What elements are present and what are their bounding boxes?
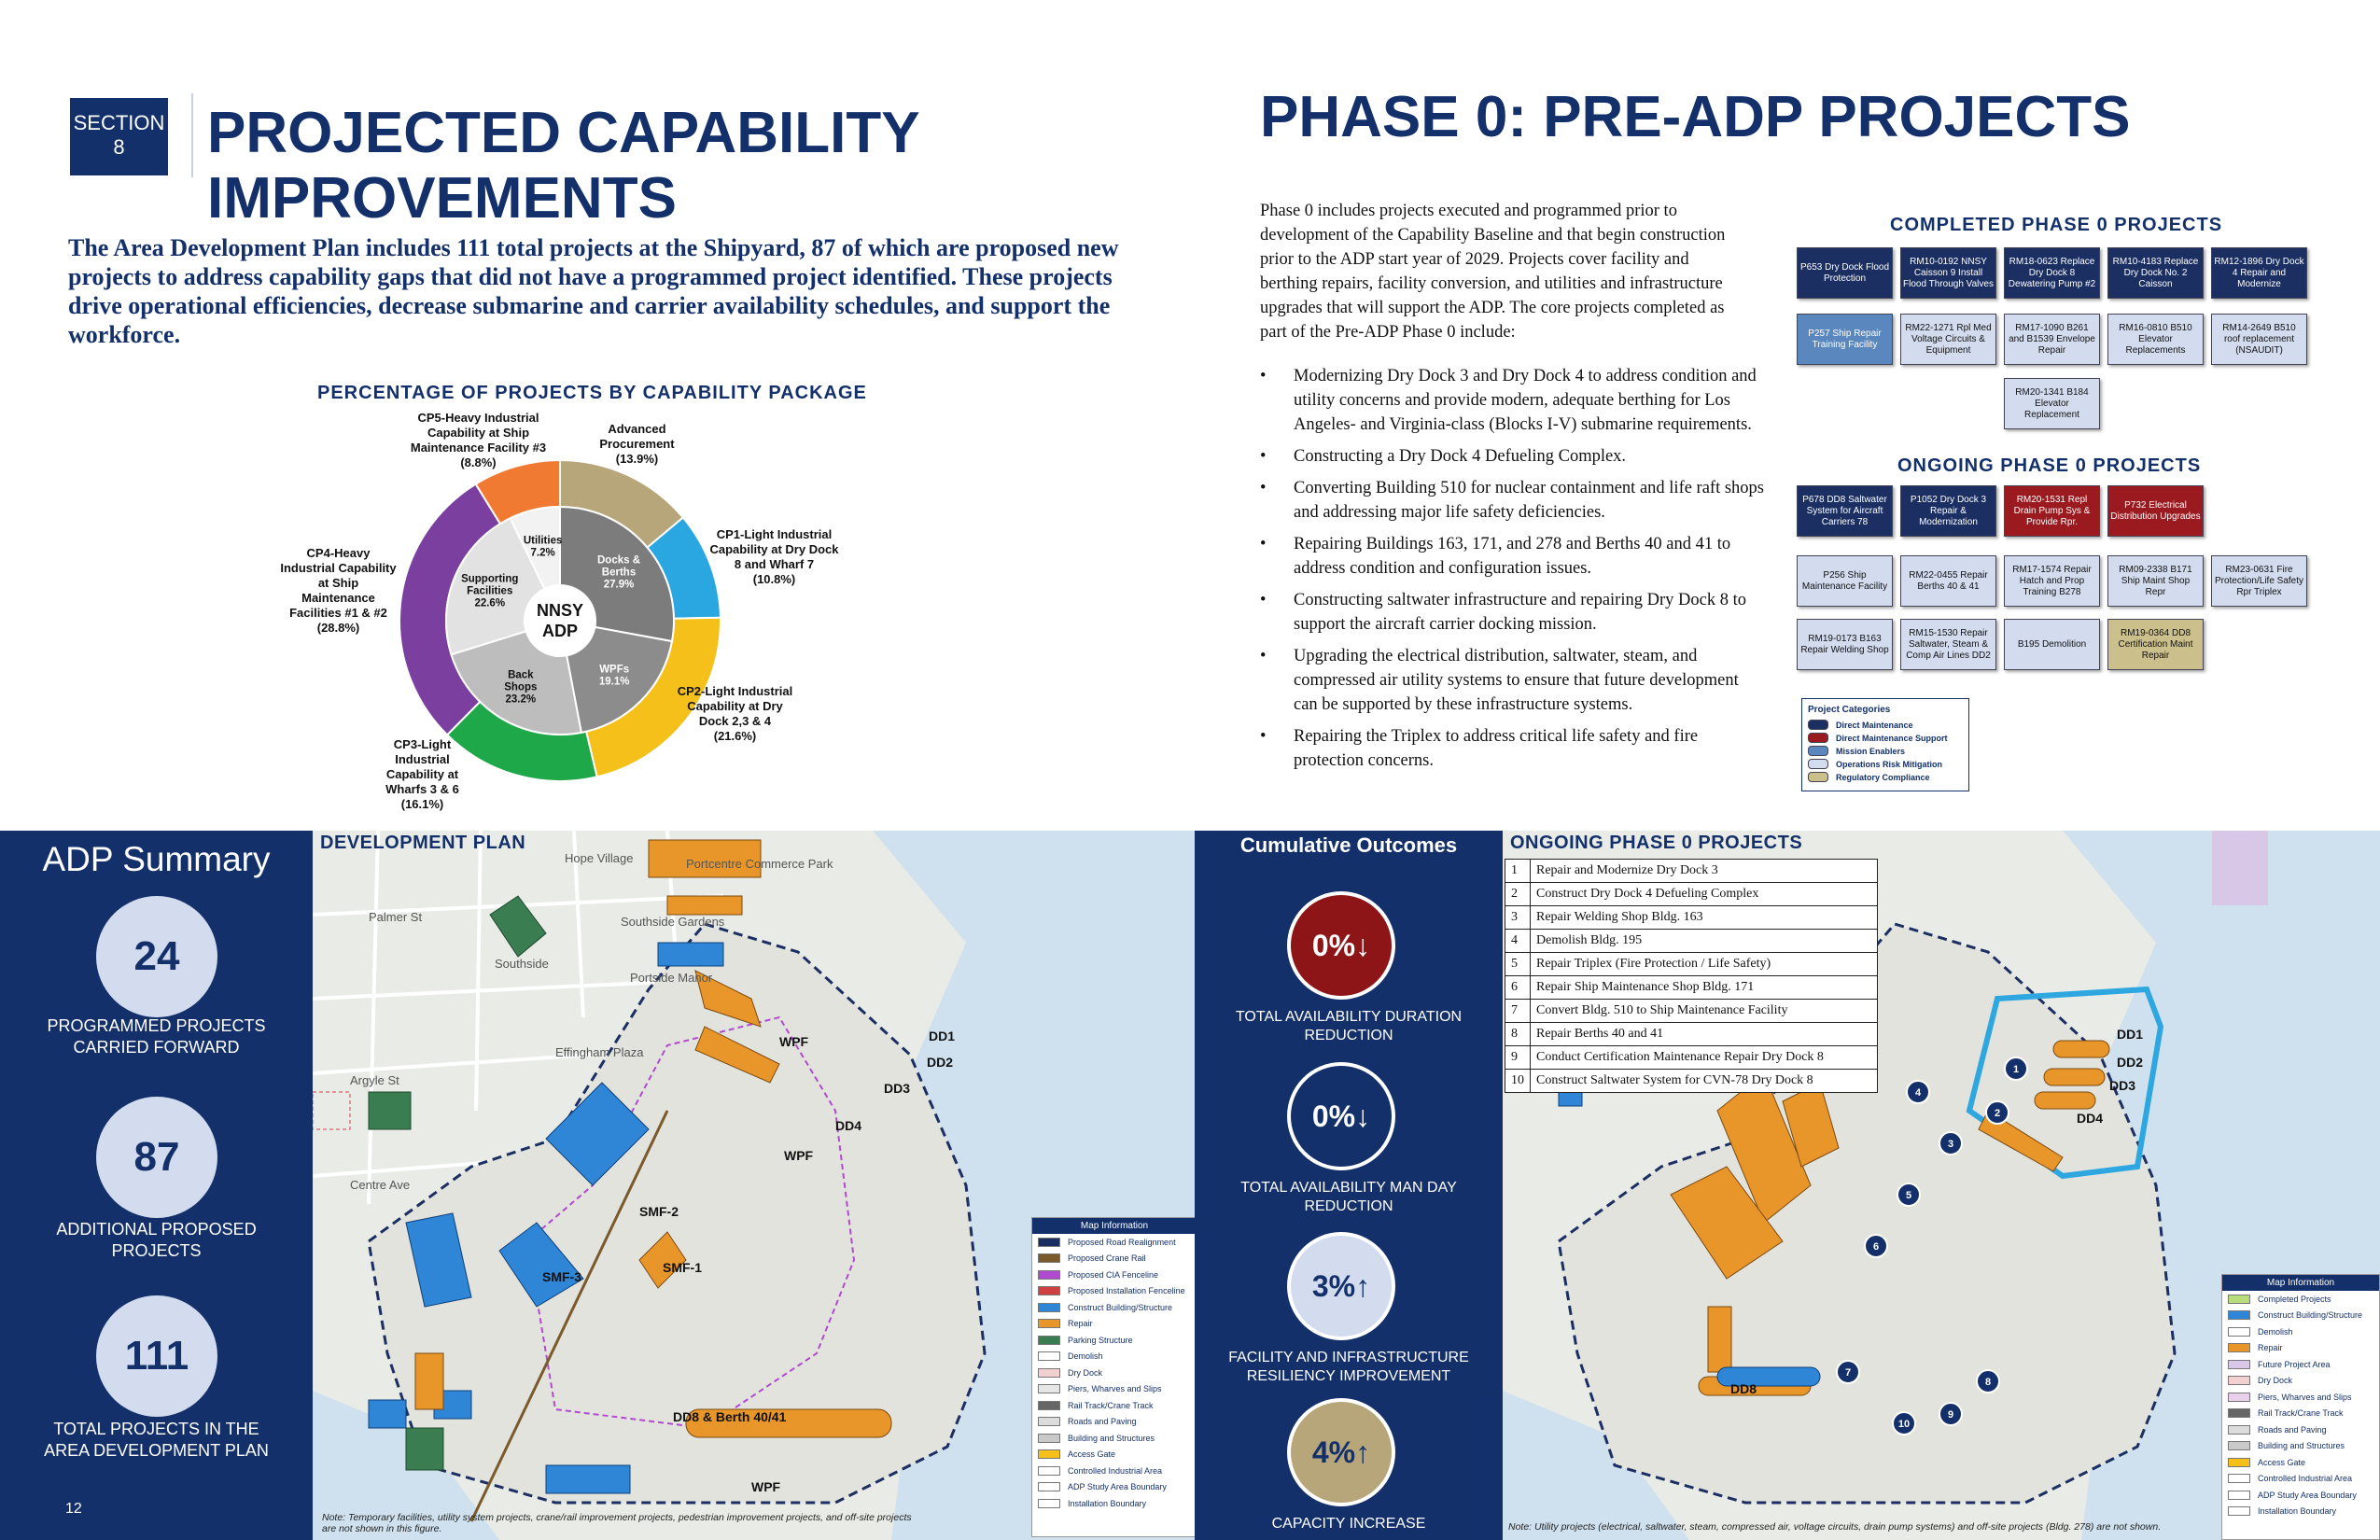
map-legend-item <box>1032 1397 1195 1414</box>
stat-circle: 111 <box>96 1295 217 1417</box>
ongoing-map-title: ONGOING PHASE 0 PROJECTS <box>1510 833 1803 853</box>
chart-title: PERCENTAGE OF PROJECTS BY CAPABILITY PACKAGE <box>317 383 867 403</box>
project-box: RM20-1341 B184 Elevator Replacement <box>2004 378 2100 429</box>
stat-label-line: ADDITIONAL PROPOSED <box>56 1220 257 1239</box>
center-label-2: ADP <box>541 622 579 640</box>
table-cell-number: 8 <box>1505 1023 1531 1046</box>
inner-slice-label: Utilities <box>523 535 563 547</box>
label-cp2-pct: (21.6%) <box>713 729 757 743</box>
map-legend-swatch <box>1038 1449 1060 1459</box>
map-legend-label: Roads and Paving <box>2258 1424 2327 1435</box>
map-legend-swatch <box>1038 1401 1060 1410</box>
label-cp3-pct: (16.1%) <box>400 797 444 811</box>
map-legend-swatch <box>1038 1434 1060 1443</box>
map-legend-item <box>2222 1291 2379 1308</box>
inner-slice-label: 22.6% <box>474 597 506 609</box>
table-row <box>1505 883 1878 906</box>
inner-slice-label: Facilities <box>467 585 513 597</box>
map-legend-label: Completed Projects <box>2258 1294 2331 1304</box>
map-legend-item <box>1032 1463 1195 1479</box>
map-legend-label: Building and Structures <box>2258 1441 2345 1451</box>
project-marker-number: 9 <box>1947 1409 1954 1421</box>
inner-slice-label: Shops <box>504 681 538 693</box>
table-cell-project: Construct Saltwater System for CVN-78 Dry Dock 8 <box>1531 1070 1878 1093</box>
legend-label: Mission Enablers <box>1836 746 1906 756</box>
dev-plan-legend-list <box>1032 1234 1195 1512</box>
intro-paragraph: The Area Development Plan includes 111 total projects at the Shipyard, 87 of which are proposed new projects to address capability gaps that did not have a programmed project identified. These projects drive operational efficiencies, decrease submarine and carrier availability schedules, and support the workforce. <box>68 234 1119 348</box>
map-legend-item <box>2222 1308 2379 1324</box>
map-label: Centre Ave <box>350 1178 411 1192</box>
map-legend-item <box>1032 1414 1195 1431</box>
map-legend-label: Demolish <box>1068 1351 1103 1362</box>
map-label: SMF-1 <box>663 1260 702 1275</box>
map-legend-item <box>2222 1421 2379 1438</box>
map-legend-label: Proposed Crane Rail <box>1068 1253 1146 1264</box>
map-legend-swatch <box>1038 1270 1060 1280</box>
table-cell-project: Repair Triplex (Fire Protection / Life Safety) <box>1531 953 1878 976</box>
map-label: SMF-3 <box>542 1269 581 1284</box>
table-cell-project: Demolish Bldg. 195 <box>1531 930 1878 953</box>
project-box: RM10-0192 NNSY Caisson 9 Install Flood Through Valves <box>1900 247 1996 299</box>
table-cell-project: Repair Berths 40 and 41 <box>1531 1023 1878 1046</box>
development-plan-map[interactable] <box>313 831 1195 1540</box>
project-marker-number: 1 <box>2012 1064 2020 1075</box>
outcome-circle: 4%↑ <box>1287 1398 1395 1506</box>
stat-label <box>0 1219 313 1262</box>
stat-label-line: CARRIED FORWARD <box>73 1038 240 1057</box>
table-row <box>1505 976 1878 1000</box>
legend-label: Direct Maintenance <box>1836 720 1913 730</box>
table-row <box>1505 930 1878 953</box>
map-label: Effingham Plaza <box>555 1045 644 1059</box>
map-legend-swatch <box>1038 1482 1060 1491</box>
map-legend-label: Piers, Wharves and Slips <box>1068 1384 1162 1394</box>
label-advanced <box>579 422 695 467</box>
map-label: Southside <box>495 957 549 971</box>
label-cp3 <box>369 737 476 812</box>
map-legend-swatch <box>1038 1286 1060 1295</box>
map-legend-swatch <box>1038 1499 1060 1508</box>
table-cell-project: Construct Dry Dock 4 Defueling Complex <box>1531 883 1878 906</box>
table-row <box>1505 906 1878 930</box>
inner-slice-label: 27.9% <box>603 579 635 591</box>
dev-plan-legend-title: Map Information <box>1032 1218 1195 1234</box>
project-box: RM22-1271 Rpl Med Voltage Circuits & Equipment <box>1900 314 1996 365</box>
table-cell-project: Repair Ship Maintenance Shop Bldg. 171 <box>1531 976 1878 1000</box>
inner-slice-label: Back <box>508 669 534 681</box>
title-line-2: IMPROVEMENTS <box>207 166 677 231</box>
legend-swatch <box>1808 759 1828 769</box>
ongoing-map-legend <box>2221 1274 2380 1540</box>
table-row <box>1505 1000 1878 1023</box>
map-legend-swatch <box>2228 1360 2250 1369</box>
phase0-title: PHASE 0: PRE-ADP PROJECTS <box>1260 85 2131 149</box>
map-legend-item <box>2222 1389 2379 1406</box>
map-label: Argyle St <box>350 1073 399 1087</box>
map-label: DD1 <box>2117 1027 2144 1042</box>
project-marker-number: 4 <box>1914 1087 1922 1099</box>
project-box: P678 DD8 Saltwater System for Aircraft Carriers 78 <box>1797 485 1893 537</box>
label-cp2-name: CP2-Light Industrial Capability at Dry Dock 2,3 & 4 <box>677 684 793 728</box>
stat-label-line: PROGRAMMED PROJECTS <box>47 1016 266 1035</box>
map-legend-label: Building and Structures <box>1068 1433 1155 1443</box>
stat-label-line: TOTAL PROJECTS IN THE <box>53 1420 259 1438</box>
project-marker-number: 8 <box>1984 1377 1992 1388</box>
project-box: P1052 Dry Dock 3 Repair & Modernization <box>1900 485 1996 537</box>
map-legend-swatch <box>1038 1368 1060 1378</box>
map-legend-swatch <box>1038 1384 1060 1393</box>
map-legend-label: Proposed Road Realignment <box>1068 1237 1176 1247</box>
label-advanced-pct: (13.9%) <box>615 452 659 466</box>
table-row <box>1505 1046 1878 1070</box>
map-label: Southside Gardens <box>621 915 725 929</box>
project-marker-number: 6 <box>1872 1241 1880 1253</box>
map-label: WPF <box>784 1148 814 1163</box>
legend-item <box>1808 759 1963 769</box>
map-legend-swatch <box>2228 1458 2250 1467</box>
bullet-item: • Repairing Buildings 163, 171, and 278 and Berths 40 and 41 to address condition and configuration issues. <box>1260 532 1764 581</box>
project-box: RM20-1531 Repl Drain Pump Sys & Provide Rpr. <box>2004 485 2100 537</box>
project-box: RM14-2649 B510 roof replacement (NSAUDIT) <box>2211 314 2307 365</box>
inner-slice-label: 7.2% <box>530 547 555 559</box>
title-divider <box>191 93 193 177</box>
legend-item <box>1808 746 1963 756</box>
label-cp3-name: CP3-Light Industrial Capability at Wharfs 3 & 6 <box>385 737 459 796</box>
map-legend-item <box>1032 1479 1195 1496</box>
map-label: DD4 <box>2077 1111 2104 1126</box>
summary-title: ADP Summary <box>42 840 271 878</box>
map-legend-label: Installation Boundary <box>2258 1506 2337 1517</box>
outcome-label-line: REDUCTION <box>1304 1198 1393 1214</box>
map-legend-item <box>1032 1365 1195 1381</box>
table-row <box>1505 1070 1878 1093</box>
dev-plan-title: DEVELOPMENT PLAN <box>320 833 526 853</box>
section-number: 8 <box>113 135 125 159</box>
project-marker-number: 5 <box>1905 1190 1912 1201</box>
table-cell-number: 2 <box>1505 883 1531 906</box>
map-legend-item <box>2222 1323 2379 1340</box>
map-legend-item <box>1032 1447 1195 1463</box>
stat-label <box>0 1015 313 1058</box>
legend-list <box>1808 720 1963 782</box>
dev-plan-note: Note: Temporary facilities, utility system projects, crane/rail improvement projects, pedestrian improvement projects, and off-site projects are not shown in this figure. <box>322 1512 912 1534</box>
map-legend-swatch <box>2228 1343 2250 1352</box>
bullet-item: • Upgrading the electrical distribution, saltwater, steam, and compressed air utility systems to ensure that future development can be supported by these infrastructure systems. <box>1260 644 1764 717</box>
map-legend-label: Installation Boundary <box>1068 1498 1147 1508</box>
table-cell-number: 9 <box>1505 1046 1531 1070</box>
map-label: DD4 <box>835 1118 862 1133</box>
label-cp1-pct: (10.8%) <box>752 572 796 586</box>
project-box: RM15-1530 Repair Saltwater, Steam & Comp Air Lines DD2 <box>1900 619 1996 670</box>
map-legend-item <box>1032 1283 1195 1300</box>
table-row <box>1505 953 1878 976</box>
table-cell-number: 7 <box>1505 1000 1531 1023</box>
center-label-1: NNSY <box>536 601 584 620</box>
map-legend-label: Dry Dock <box>1068 1367 1103 1378</box>
map-legend-item <box>2222 1340 2379 1357</box>
phase0-paragraph: Phase 0 includes projects executed and programmed prior to development of the Capability Baseline and that begin construction prior to the ADP start year of 2029. Projects cover facility and berthing repairs, facility conversion, and utilities and infrastructure upgrades that will support the ADP. The core projects completed as part of the Pre-ADP Phase 0 include: <box>1260 202 1726 342</box>
project-box: P256 Ship Maintenance Facility <box>1797 555 1893 607</box>
outcome-label-line: FACILITY AND INFRASTRUCTURE <box>1228 1350 1469 1365</box>
completed-heading: COMPLETED PHASE 0 PROJECTS <box>1890 215 2223 235</box>
label-cp5-name: CP5-Heavy Industrial Capability at Ship Maintenance Facility #3 <box>410 411 547 455</box>
map-legend-swatch <box>2228 1393 2250 1402</box>
page-number: 12 <box>65 1501 82 1517</box>
chart-center <box>525 585 595 656</box>
bullet-item: • Constructing a Dry Dock 4 Defueling Complex. <box>1260 444 1764 469</box>
map-legend-swatch <box>2228 1408 2250 1418</box>
table-cell-number: 3 <box>1505 906 1531 930</box>
project-categories-legend <box>1801 698 1969 791</box>
map-legend-label: Access Gate <box>1068 1449 1116 1460</box>
ongoing-projects-map[interactable] <box>1503 831 2380 1540</box>
table-row <box>1505 860 1878 883</box>
table-row <box>1505 1023 1878 1046</box>
map-legend-item <box>2222 1504 2379 1520</box>
legend-title: Project Categories <box>1808 705 1891 715</box>
legend-item <box>1808 720 1963 730</box>
map-legend-label: Rail Track/Crane Track <box>2258 1408 2344 1419</box>
table-cell-number: 1 <box>1505 860 1531 883</box>
project-marker-number: 7 <box>1844 1367 1852 1379</box>
stat-label <box>0 1419 313 1462</box>
inner-slice-label: Supporting <box>461 573 519 585</box>
project-box: P257 Ship Repair Training Facility <box>1797 314 1893 365</box>
label-cp4-pct: (28.8%) <box>316 621 360 635</box>
bullet-item: • Repairing the Triplex to address critical life safety and fire protection concerns. <box>1260 724 1764 773</box>
map-label: Portcentre Commerce Park <box>686 857 833 871</box>
map-legend-label: ADP Study Area Boundary <box>2258 1490 2357 1500</box>
map-legend-label: Repair <box>2258 1343 2283 1353</box>
map-legend-label: Proposed CIA Fenceline <box>1068 1269 1159 1280</box>
legend-item <box>1808 772 1963 782</box>
map-legend-item <box>1032 1299 1195 1316</box>
inner-slice-label: Berths <box>601 567 637 579</box>
outcome-label-line: CAPACITY INCREASE <box>1271 1516 1426 1532</box>
map-label: WPF <box>779 1034 809 1049</box>
map-legend-swatch <box>1038 1417 1060 1426</box>
map-label: Portside Manor <box>630 971 713 985</box>
project-box: RM16-0810 B510 Elevator Replacements <box>2107 314 2204 365</box>
map-legend-swatch <box>1038 1466 1060 1476</box>
project-box: RM19-0173 B163 Repair Welding Shop <box>1797 619 1893 670</box>
map-legend-item <box>1032 1349 1195 1365</box>
label-cp2 <box>672 684 798 744</box>
project-box: P732 Electrical Distribution Upgrades <box>2107 485 2204 537</box>
map-legend-swatch <box>2228 1425 2250 1435</box>
map-legend-item <box>1032 1267 1195 1283</box>
label-cp1-name: CP1-Light Industrial Capability at Dry Dock 8 and Wharf 7 <box>709 527 839 571</box>
legend-swatch <box>1808 733 1828 743</box>
project-marker-number: 10 <box>1897 1419 1911 1430</box>
map-legend-swatch <box>1038 1238 1060 1247</box>
label-cp4-name: CP4-Heavy Industrial Capability at Ship Maintenance Facilities #1 & #2 <box>280 546 397 620</box>
table-cell-project: Repair and Modernize Dry Dock 3 <box>1531 860 1878 883</box>
outcome-circle: 3%↑ <box>1287 1232 1395 1340</box>
map-legend-item <box>2222 1406 2379 1422</box>
map-label: SMF-2 <box>639 1204 679 1219</box>
ongoing-heading: ONGOING PHASE 0 PROJECTS <box>1897 455 2202 476</box>
map-legend-item <box>2222 1471 2379 1488</box>
outcomes-title: Cumulative Outcomes <box>1239 833 1458 857</box>
map-legend-swatch <box>1038 1336 1060 1345</box>
map-legend-item <box>1032 1332 1195 1349</box>
stat-label-line: PROJECTS <box>111 1241 202 1260</box>
legend-label: Direct Maintenance Support <box>1836 733 1948 743</box>
project-marker-number: 3 <box>1947 1139 1954 1150</box>
map-label: DD8 <box>1730 1381 1757 1396</box>
inner-slice-label: Docks & <box>597 554 641 567</box>
outcome-circle: 0%↓ <box>1287 891 1395 1000</box>
project-box: RM23-0631 Fire Protection/Life Safety Rpr Triplex <box>2211 555 2307 607</box>
map-legend-swatch <box>2228 1310 2250 1320</box>
map-label: Hope Village <box>565 851 634 865</box>
bullet-item: • Constructing saltwater infrastructure and repairing Dry Dock 8 to support the aircraft carrier docking mission. <box>1260 588 1764 637</box>
label-advanced-name: Advanced Procurement <box>599 422 675 451</box>
label-cp1 <box>707 527 842 587</box>
outcome-label-line: RESILIENCY IMPROVEMENT <box>1246 1368 1451 1384</box>
map-legend-label: Demolish <box>2258 1326 2293 1337</box>
table-cell-project: Repair Welding Shop Bldg. 163 <box>1531 906 1878 930</box>
map-label: DD1 <box>929 1029 956 1043</box>
project-box: RM17-1574 Repair Hatch and Prop Training B278 <box>2004 555 2100 607</box>
project-box: RM19-0364 DD8 Certification Maint Repair <box>2107 619 2204 670</box>
legend-label: Regulatory Compliance <box>1836 772 1930 782</box>
map-legend-swatch <box>1038 1303 1060 1312</box>
map-legend-item <box>1032 1316 1195 1333</box>
outcome-label <box>1195 1515 1503 1533</box>
bullet-item: • Converting Building 510 for nuclear containment and life raft shops and addressing major life safety deficiencies. <box>1260 476 1764 525</box>
project-box: RM17-1090 B261 and B1539 Envelope Repair <box>2004 314 2100 365</box>
map-legend-label: Repair <box>1068 1319 1093 1329</box>
label-cp5 <box>397 411 560 470</box>
map-legend-item <box>1032 1251 1195 1267</box>
legend-label: Operations Risk Mitigation <box>1836 759 1943 769</box>
map-legend-label: Proposed Installation Fenceline <box>1068 1286 1185 1296</box>
table-cell-project: Convert Bldg. 510 to Ship Maintenance Facility <box>1531 1000 1878 1023</box>
map-legend-swatch <box>2228 1327 2250 1337</box>
project-box: B195 Demolition <box>2004 619 2100 670</box>
map-legend-label: Future Project Area <box>2258 1359 2331 1369</box>
outcome-label <box>1195 1179 1503 1216</box>
map-legend-swatch <box>2228 1491 2250 1500</box>
map-legend-item <box>2222 1438 2379 1455</box>
map-label: DD3 <box>2109 1078 2136 1093</box>
map-legend-item <box>2222 1454 2379 1471</box>
stat-circle: 87 <box>96 1097 217 1218</box>
section-label: SECTION <box>73 111 165 134</box>
table-cell-number: 10 <box>1505 1070 1531 1093</box>
page-title <box>207 101 1141 231</box>
inner-slice-label: 23.2% <box>505 693 537 706</box>
map-legend-label: Piers, Wharves and Slips <box>2258 1392 2352 1402</box>
label-cp5-pct: (8.8%) <box>460 455 497 469</box>
outcome-label <box>1195 1008 1503 1045</box>
map-legend-swatch <box>1038 1351 1060 1361</box>
inner-slice-label: WPFs <box>599 664 630 676</box>
outcome-label-line: TOTAL AVAILABILITY MAN DAY <box>1240 1180 1457 1196</box>
dev-plan-legend <box>1031 1217 1195 1537</box>
map-label: WPF <box>751 1479 781 1494</box>
map-legend-item <box>1032 1381 1195 1398</box>
ongoing-map-legend-list <box>2222 1291 2379 1519</box>
map-legend-swatch <box>1038 1253 1060 1263</box>
map-legend-label: ADP Study Area Boundary <box>1068 1482 1167 1492</box>
stat-label-line: AREA DEVELOPMENT PLAN <box>44 1441 269 1460</box>
map-label: DD8 & Berth 40/41 <box>673 1409 787 1424</box>
legend-swatch <box>1808 720 1828 730</box>
map-legend-item <box>2222 1487 2379 1504</box>
map-legend-label: Controlled Industrial Area <box>1068 1465 1163 1476</box>
map-legend-label: Dry Dock <box>2258 1376 2293 1386</box>
map-legend-item <box>1032 1495 1195 1512</box>
outcome-label <box>1195 1349 1503 1386</box>
map-legend-label: Construct Building/Structure <box>1068 1302 1173 1312</box>
map-legend-label: Roads and Paving <box>1068 1417 1137 1427</box>
outcome-label-line: REDUCTION <box>1304 1028 1393 1043</box>
phase0-bullets <box>1260 364 1764 780</box>
ongoing-map-legend-title: Map Information <box>2222 1275 2379 1291</box>
map-legend-label: Controlled Industrial Area <box>2258 1474 2353 1484</box>
map-legend-label: Parking Structure <box>1068 1335 1133 1345</box>
legend-item <box>1808 733 1963 743</box>
map-legend-label: Access Gate <box>2258 1457 2306 1467</box>
project-marker-number: 2 <box>1994 1108 2001 1119</box>
label-cp4 <box>280 546 397 636</box>
table-cell-number: 5 <box>1505 953 1531 976</box>
stat-circle: 24 <box>96 896 217 1017</box>
map-legend-swatch <box>2228 1506 2250 1516</box>
bullet-item: • Modernizing Dry Dock 3 and Dry Dock 4 to address condition and utility concerns and provide modern, adequate berthing for Los Angeles- and Virginia-class (Blocks I-V) submarine requirements. <box>1260 364 1764 437</box>
table-cell-project: Conduct Certification Maintenance Repair Dry Dock 8 <box>1531 1046 1878 1070</box>
project-box: RM12-1896 Dry Dock 4 Repair and Modernize <box>2211 247 2307 299</box>
map-legend-item <box>1032 1234 1195 1251</box>
map-legend-item <box>1032 1430 1195 1447</box>
map-legend-item <box>2222 1356 2379 1373</box>
map-label: DD3 <box>884 1081 911 1096</box>
ongoing-map-note: Note: Utility projects (electrical, saltwater, steam, compressed air, voltage circuits, drain pump systems) and off-site projects (Bldg. 278) are not shown. <box>1508 1521 2162 1533</box>
map-legend-label: Construct Building/Structure <box>2258 1310 2363 1321</box>
legend-swatch <box>1808 772 1828 782</box>
project-box: RM09-2338 B171 Ship Maint Shop Repr <box>2107 555 2204 607</box>
project-box: RM18-0623 Replace Dry Dock 8 Dewatering Pump #2 <box>2004 247 2100 299</box>
outcome-label-line: TOTAL AVAILABILITY DURATION <box>1235 1009 1463 1025</box>
inner-slice-label: 19.1% <box>598 676 630 688</box>
project-box: RM22-0455 Repair Berths 40 & 41 <box>1900 555 1996 607</box>
table-cell-number: 4 <box>1505 930 1531 953</box>
project-box: P653 Dry Dock Flood Protection <box>1797 247 1893 299</box>
ongoing-projects-table <box>1505 859 1878 1093</box>
map-label: Palmer St <box>369 910 423 924</box>
map-legend-swatch <box>1038 1319 1060 1328</box>
map-label: DD2 <box>927 1055 954 1070</box>
map-legend-swatch <box>2228 1474 2250 1483</box>
map-legend-swatch <box>2228 1441 2250 1450</box>
map-legend-label: Rail Track/Crane Track <box>1068 1400 1154 1410</box>
map-legend-item <box>2222 1373 2379 1390</box>
map-label: DD2 <box>2117 1055 2144 1070</box>
table-cell-number: 6 <box>1505 976 1531 1000</box>
outcome-circle: 0%↓ <box>1287 1062 1395 1170</box>
legend-swatch <box>1808 746 1828 756</box>
map-legend-swatch <box>2228 1295 2250 1304</box>
title-line-1: PROJECTED CAPABILITY <box>207 101 920 165</box>
map-legend-swatch <box>2228 1376 2250 1385</box>
project-box: RM10-4183 Replace Dry Dock No. 2 Caisson <box>2107 247 2204 299</box>
section-tag <box>70 98 168 175</box>
